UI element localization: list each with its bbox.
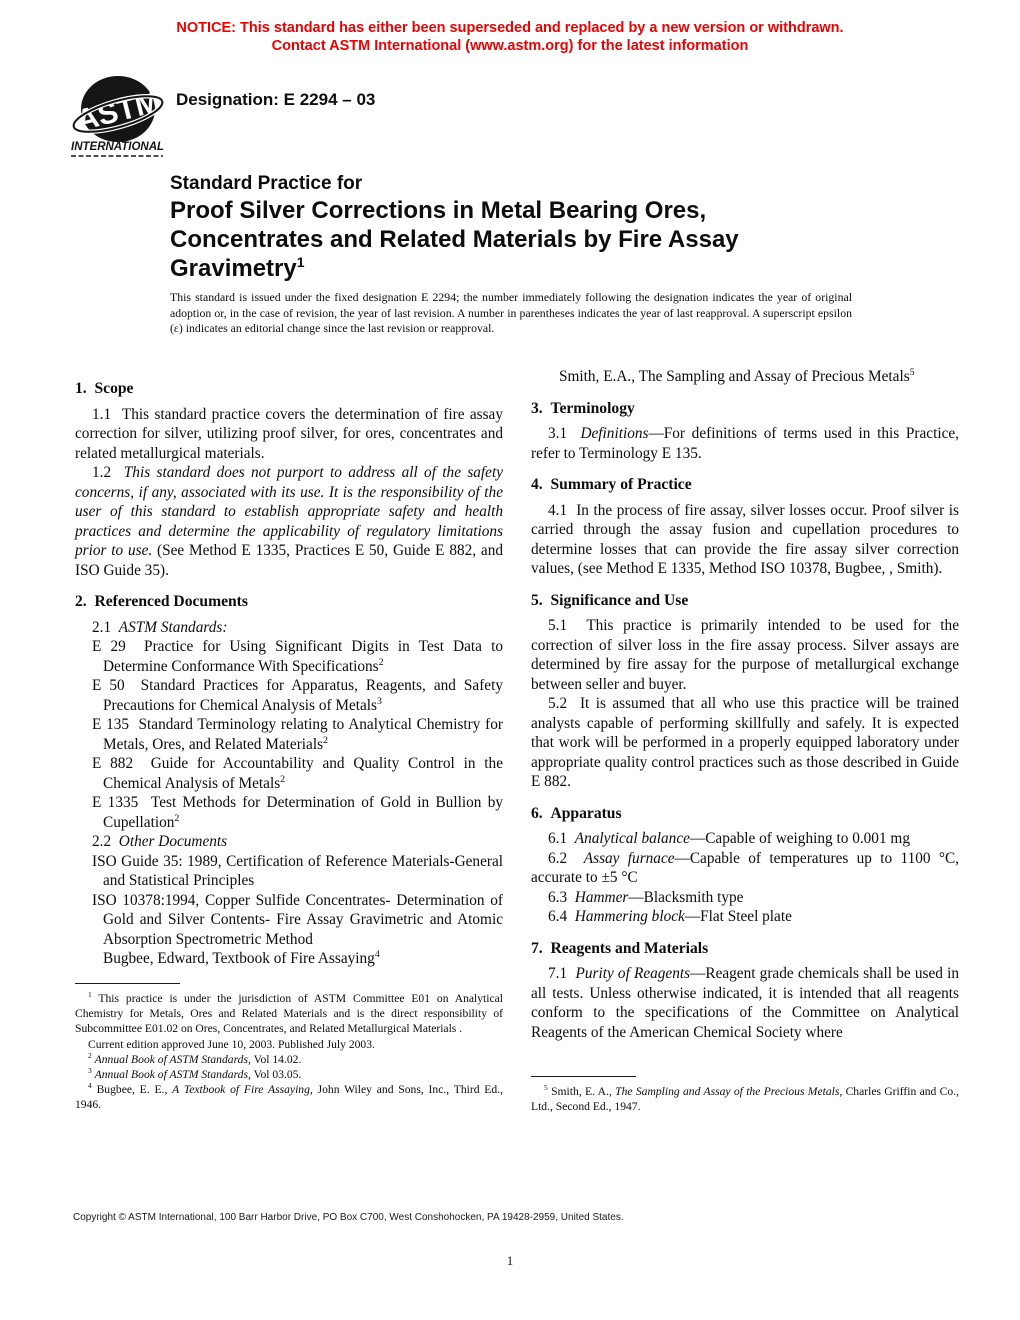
text-run: —Capable of weighing to 0.001 mg [689, 830, 910, 847]
paragraph [75, 991, 503, 1037]
paragraph [92, 852, 503, 891]
text-run: 1.1 This standard practice covers the determination of fire assay correction for silver, utilizing proof silver, for ores, concentrates and related metallurgical materials. [75, 405, 503, 462]
astm-logo-text: ASTM [73, 85, 164, 138]
italic-text: Annual Book of ASTM Standards, [94, 1052, 251, 1066]
paragraph [531, 424, 959, 463]
paragraph [92, 676, 503, 715]
text-run: 4.1 In the process of fire assay, silver losses occur. Proof silver is carried through the assay fusion and cupellation procedures to determine losses that can provide the fire assay silver correction values, (see Method E 1335, Method ISO 10378, Bugbee, , Smith). [531, 501, 959, 577]
section-heading: 1. Scope [75, 380, 134, 397]
text-run: (See Method E 1335, Practices E 50, Guide E 882, and ISO Guide 35). [75, 542, 503, 579]
left-footnotes-block [75, 983, 503, 1113]
footnote-ref: 1 [88, 990, 92, 1000]
footnote-divider [531, 1076, 636, 1077]
text-run: This practice is under the jurisdiction of ASTM Committee E01 on Analytical Chemistry for Metals, Ores and Related Materials and is the direct responsibility of Subcommittee E01.02 on Ores, Concentrates, and Related Metallurgical Materials . [75, 992, 503, 1036]
paragraph [75, 1082, 503, 1112]
text-run: 6.2 [548, 849, 584, 867]
astm-logo [70, 74, 166, 162]
text-run: —Capable of temperatures up to 1100 °C, accurate to ±5 °C [531, 849, 959, 886]
text-run: E 1335 Test Methods for Determination of Gold in Bullion by Cupellation [92, 794, 503, 831]
paragraph [103, 949, 503, 969]
notice-line-2: Contact ASTM International (www.astm.org) for the latest information [271, 37, 749, 54]
paragraph [75, 1067, 503, 1082]
text-run: 5.2 It is assumed that all who use this practice will be trained analysts capable of performing skillfully and safely. It is expected that work will be performed in a properly equipped laboratory under appropriate quality control practices such as those described in Guide E 882. [531, 695, 959, 790]
footnote-ref: 5 [544, 1083, 548, 1093]
paragraph [531, 616, 959, 694]
italic-text: Definitions [580, 425, 649, 442]
text-run: E 882 Guide for Accountability and Quality Control in the Chemical Analysis of Metals [92, 755, 503, 792]
right-footnotes [531, 1084, 959, 1114]
text-run: Vol 14.02. [250, 1052, 302, 1066]
paragraph [531, 694, 959, 792]
paragraph [559, 367, 959, 387]
text-run: 6.4 [548, 908, 575, 925]
paragraph [531, 501, 959, 579]
paragraph [92, 793, 503, 832]
text-run: Vol 03.05. [250, 1068, 302, 1082]
text-run: John Wiley and Sons, Inc., Third Ed., 1946. [75, 1083, 503, 1112]
paragraph [531, 964, 959, 1042]
text-run: Charles Griffin and Co., Ltd., Second Ed., 1947. [531, 1085, 959, 1114]
italic-text: ASTM Standards: [118, 618, 228, 636]
section-heading: 4. Summary of Practice [531, 476, 692, 493]
text-run: Smith, E. A., [547, 1085, 616, 1098]
italic-text: This standard does not purport to address all of the safety concerns, if any, associated with its use. It is the responsibility of the user of this standard to establish appropriate safety and health practices and determine the applicability of regulatory limitations prior to use. [75, 464, 503, 559]
paragraph [531, 907, 959, 927]
text-run: —Reagent grade chemicals shall be used in all tests. Unless otherwise indicated, it is intended that all reagents conform to the specifications of the Committee on Analytical Reagents of the American Chemical Society where [531, 965, 959, 1041]
notice-line-1: NOTICE: This standard has either been superseded and replaced by a new version or withdrawn. [176, 20, 844, 36]
text-run: —Blacksmith type [628, 888, 744, 906]
paragraph [92, 754, 503, 793]
text-run: 6.3 [548, 888, 575, 906]
right-column [531, 367, 959, 1042]
section-heading: 3. Terminology [531, 399, 635, 417]
paragraph [92, 715, 503, 754]
italic-text: Other Documents [118, 833, 228, 850]
doc-title-line-3 [170, 254, 739, 283]
italic-text: Analytical balance [574, 830, 690, 847]
text-run: 3.1 [548, 425, 581, 442]
paragraph [75, 832, 503, 852]
text-run: Current edition approved June 10, 2003. Published July 2003. [88, 1037, 375, 1051]
text-run: 1.2 [92, 464, 124, 481]
paragraph [75, 405, 503, 464]
doc-title-word: Gravimetry [170, 255, 297, 282]
paragraph [75, 1037, 503, 1052]
footnote-ref: 2 [174, 812, 180, 824]
doc-title-line-2: Concentrates and Related Materials by Fire Assay [170, 226, 739, 253]
text-run: ISO Guide 35: 1989, Certification of Reference Materials-General and Statistical Principles [92, 852, 503, 889]
right-footnotes-block [531, 1076, 959, 1114]
footnote-ref: 3 [88, 1066, 92, 1076]
issuance-preamble: This standard is issued under the fixed designation E 2294; the number immediately following the designation indicates the year of original adoption or, in the case of revision, the year of last revision. A number in parentheses indicates the year of last reapproval. A superscript epsilon (ε) indicates an editorial change since the last revision or reapproval. [170, 290, 852, 335]
page-number: 1 [506, 1254, 514, 1268]
left-footnotes [75, 991, 503, 1113]
footnote-ref: 2 [323, 734, 329, 746]
italic-text: Assay furnace [583, 849, 675, 867]
copyright-line: Copyright © ASTM International, 100 Barr Harbor Drive, PO Box C700, West Conshohocken, PA 19428-2959, United States. [73, 1212, 624, 1223]
text-run: Bugbee, Edward, Textbook of Fire Assaying [103, 950, 375, 967]
italic-text: Purity of Reagents [575, 965, 691, 982]
text-run: E 29 Practice for Using Significant Digits in Test Data to Determine Conformance With Specifications [92, 638, 503, 675]
text-run: —Flat Steel plate [684, 908, 792, 925]
paragraph [75, 618, 503, 638]
italic-text: The Sampling and Assay of the Precious Metals, [615, 1085, 843, 1098]
italic-text: A Textbook of Fire Assaying, [172, 1083, 313, 1097]
text-run: 2.2 [92, 833, 119, 850]
footnote-ref: 4 [88, 1081, 92, 1091]
left-column [75, 367, 503, 969]
footnote-divider [75, 983, 180, 984]
italic-text: Annual Book of ASTM Standards, [94, 1068, 251, 1082]
section-heading: 6. Apparatus [531, 804, 622, 822]
supersession-notice [0, 20, 1020, 55]
text-run: Bugbee, E. E., [91, 1083, 173, 1097]
text-run: 6.1 [548, 830, 575, 847]
text-run: 5.1 This practice is primarily intended to be used for the correction of silver loss in the fire assay process. Silver assays are determined by fire assay for the purpose of metallurgical exchange between seller and buyer. [531, 617, 959, 693]
section-heading: 7. Reagents and Materials [531, 939, 709, 957]
astm-logo-graphic [70, 74, 166, 162]
footnote-ref: 3 [377, 695, 382, 707]
text-run: —For definitions of terms used in this Practice, refer to Terminology E 135. [531, 425, 959, 462]
section-heading: 5. Significance and Use [531, 591, 689, 609]
text-run: ISO 10378:1994, Copper Sulfide Concentrates- Determination of Gold and Silver Contents- Fire Assay Gravimetric and Atomic Absorption Spectrometric Method [92, 891, 503, 948]
italic-text: Hammer [574, 888, 629, 906]
astm-logo-international: INTERNATIONAL [71, 141, 165, 153]
doc-title-kicker: Standard Practice for [170, 173, 363, 194]
text-run: E 50 Standard Practices for Apparatus, Reagents, and Safety Precautions for Chemical Analysis of Metals [92, 677, 503, 714]
paragraph [531, 888, 959, 908]
text-run: Smith, E.A., The Sampling and Assay of Precious Metals [559, 368, 910, 385]
footnote-ref: 2 [378, 656, 384, 668]
footnote-ref: 2 [88, 1050, 92, 1060]
text-run: 2.1 [92, 618, 119, 636]
paragraph [92, 637, 503, 676]
text-run: 7.1 [548, 965, 576, 982]
italic-text: Hammering block [574, 908, 685, 925]
title-block [170, 172, 739, 283]
doc-title-line-1: Proof Silver Corrections in Metal Bearing Ores, [170, 197, 707, 224]
paragraph [75, 1052, 503, 1067]
paragraph [531, 1084, 959, 1114]
paragraph [531, 849, 959, 888]
footnote-ref: 2 [280, 773, 286, 785]
title-footnote-ref: 1 [296, 254, 305, 270]
paragraph [92, 891, 503, 950]
text-run: E 135 Standard Terminology relating to Analytical Chemistry for Metals, Ores, and Related Materials [92, 716, 503, 753]
designation: Designation: E 2294 – 03 [176, 90, 376, 109]
footnote-ref: 4 [374, 948, 380, 960]
footnote-ref: 5 [909, 366, 915, 378]
paragraph [75, 463, 503, 580]
paragraph [531, 829, 959, 849]
section-heading: 2. Referenced Documents [75, 593, 248, 610]
